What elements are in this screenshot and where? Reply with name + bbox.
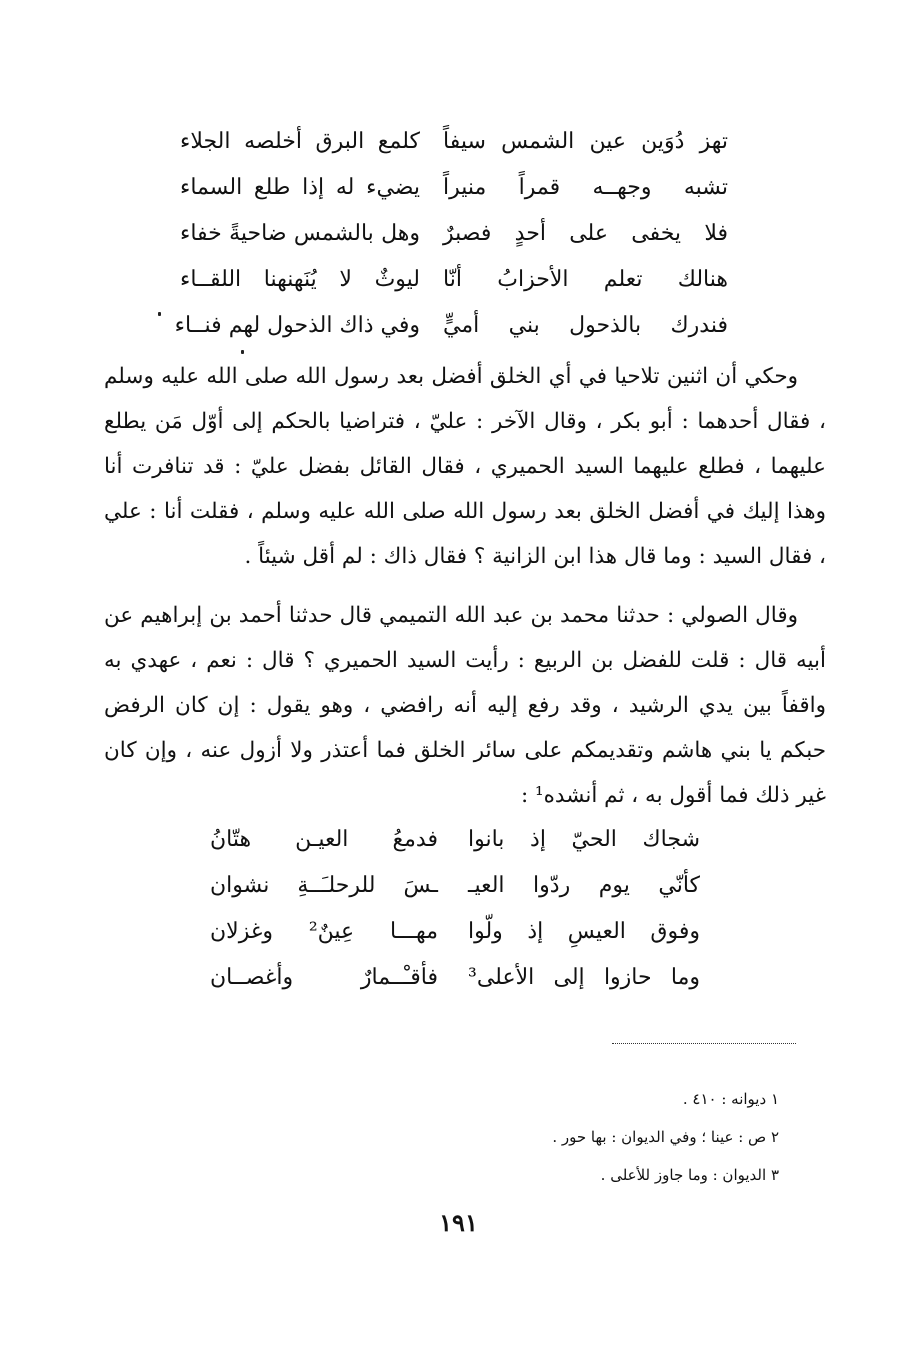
verse-line (180, 216, 728, 262)
verse-first-hemistich: كأنّي يوم ردّوا العيـ (468, 873, 700, 898)
verse-first-hemistich: وما حازوا إلى الأعلى³ (468, 965, 700, 990)
verse-line (174, 308, 728, 354)
verse-second-hemistich: مهـــا عِينٌ² وغزلان (210, 919, 438, 944)
verse-line (210, 914, 700, 960)
verse-second-hemistich: كلمع البرق أخلصه الجلاء (180, 129, 420, 154)
footnote-2: ٢ ص : عينا ؛ وفي الديوان : بها حور . (552, 1128, 779, 1146)
paragraph-text: وحكي أن اثنين تلاحيا في أي الخلق أفضل بعد رسول الله صلى الله عليه وسلم ، فقال أحدهما : أبو بكر ، وقال الآخر : عليّ ، فتراضيا بالحكم إلى أوّل مَن يطلع عليهما ، فطلع عليهما السيد الحميري ، فقال القائل بفضل عليّ : قد تنافرت أنا وهذا إليك في أفضل الخلق بعد رسول الله صلى الله عليه وسلم ، فقلت أنا : علي ، فقال السيد : وما قال هذا ابن الزانية ؟ فقال ذاك : لم أقل شيئاً . (104, 364, 826, 569)
print-speck (158, 312, 161, 316)
verse-second-hemistich: فدمعُ العيـن هتّانُ (210, 827, 438, 852)
verse-second-hemistich: فأقـْــمارٌ وأغصــان (210, 965, 438, 990)
verse-line (210, 822, 700, 868)
verse-second-hemistich: ـسَ للرحلـَــةِ نشوان (210, 873, 438, 898)
footnote-3: ٣ الديوان : وما جاوز للأعلى . (600, 1166, 779, 1184)
verse-line (210, 960, 700, 1006)
footnotes (179, 1080, 779, 1194)
verse-first-hemistich: شجاك الحيّ إذ بانوا (468, 827, 700, 852)
footnote-1: ١ ديوانه : ٤١٠ . (682, 1090, 779, 1108)
verse-second-hemistich: ليوثٌ لا يُنَهنهنا اللقــاء (180, 267, 420, 292)
verse-line (180, 262, 728, 308)
verse-second-hemistich: يضيء له إذا طلع السماء (180, 175, 420, 200)
print-speck (241, 350, 244, 354)
prose-paragraph-1 (104, 354, 826, 579)
paragraph-text: وقال الصولي : حدثنا محمد بن عبد الله التميمي قال حدثنا أحمد بن إبراهيم عن أبيه قال : قلت للفضل بن الربيع : رأيت السيد الحميري ؟ قال : نعم ، عهدي به واقفاً بين يدي الرشيد ، وقد رفع إليه أنه رافضي ، وهو يقول : إن كان الرفض حبكم يا بني هاشم وتقديمكم على سائر الخلق فما أعتذر ولا أزول عنه ، وإن كان غير ذلك فما أقول به ، ثم أنشده¹ : (104, 603, 826, 808)
verse-second-hemistich: وهل بالشمس ضاحيةً خفاء (180, 221, 420, 246)
verse-first-hemistich: وفوق العيسِ إذ ولّوا (468, 919, 700, 944)
verse-line (210, 868, 700, 914)
verse-first-hemistich: فندرك بالذحول بني أميٍّ (443, 313, 728, 338)
verse-first-hemistich: تهز دُوَين عين الشمس سيفاً (443, 129, 728, 154)
verse-first-hemistich: فلا يخفى على أحدٍ فصبرٌ (443, 221, 728, 246)
verse-line (180, 124, 728, 170)
prose-paragraph-2 (104, 593, 826, 818)
poem-top (174, 124, 728, 354)
page-number: ١٩١ (439, 1208, 478, 1237)
verse-line (180, 170, 728, 216)
verse-second-hemistich: وفي ذاك الذحول لهم فنــاء (174, 313, 420, 338)
poem-bottom (210, 822, 700, 1006)
verse-first-hemistich: هنالك تعلم الأحزابُ أنّا (443, 267, 728, 292)
footnote-divider (612, 1043, 796, 1044)
verse-first-hemistich: تشبه وجهــه قمراً منيراً (443, 175, 728, 200)
